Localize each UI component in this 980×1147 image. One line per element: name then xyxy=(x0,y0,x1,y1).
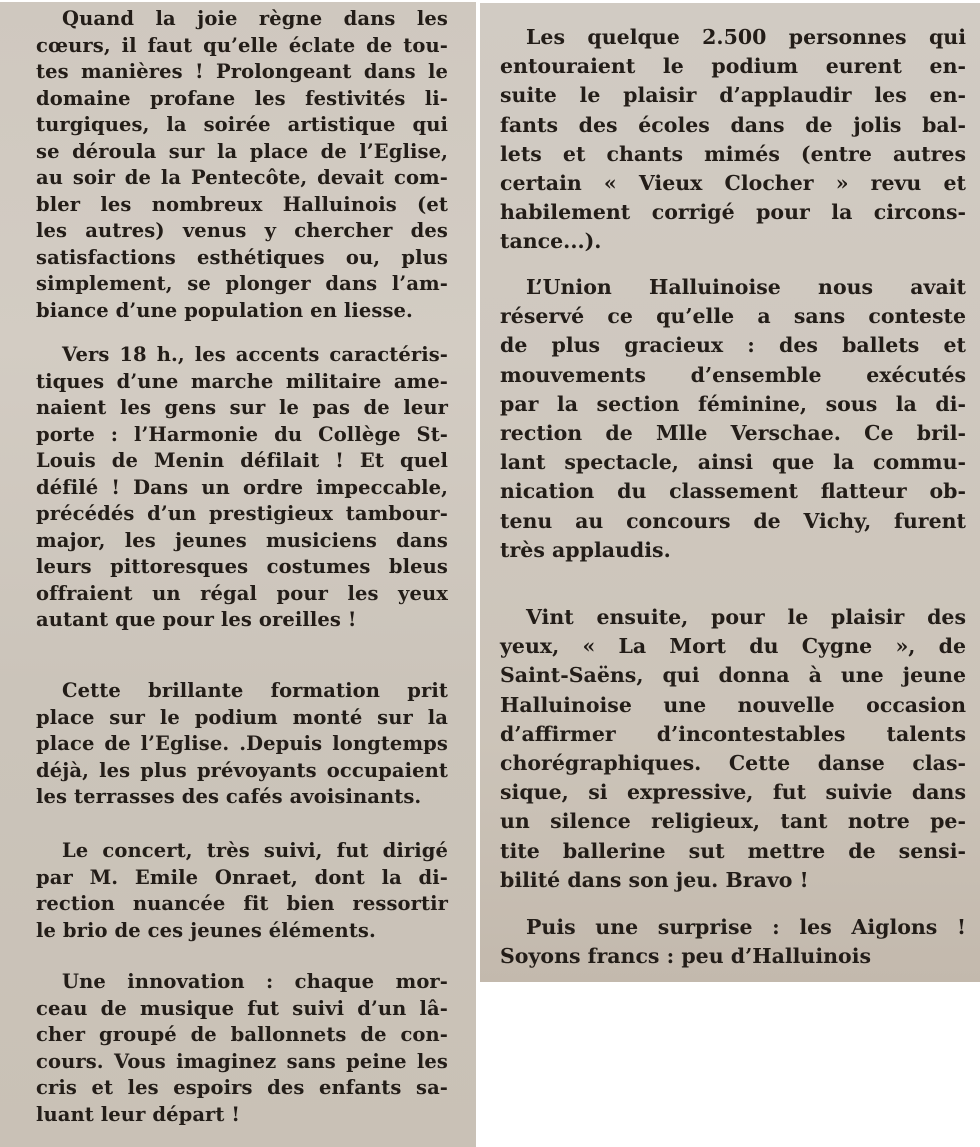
text-line: yeux, « La Mort du Cygne », de xyxy=(500,634,966,659)
text-line: lant spectacle, ainsi que la commu- xyxy=(500,450,966,475)
text-line: au soir de la Pentecôte, devait com- xyxy=(36,166,448,189)
text-line: naient les gens sur le pas de leur xyxy=(36,396,448,419)
text-line: ceau de musique fut suivi d’un lâ- xyxy=(36,996,448,1020)
text-line: cœurs, il faut qu’elle éclate de tou- xyxy=(36,33,448,57)
paragraph xyxy=(0,678,476,811)
paragraph xyxy=(480,603,980,895)
text-line: bler les nombreux Halluinois (et xyxy=(36,192,448,216)
text-line: Cette brillante formation prit xyxy=(62,679,448,702)
text-line: chorégraphiques. Cette danse clas- xyxy=(500,750,966,775)
text-line: cris et les espoirs des enfants sa- xyxy=(36,1076,448,1099)
paragraph xyxy=(0,838,476,944)
text-line: Halluinoise une nouvelle occasion xyxy=(500,692,966,717)
text-line: habilement corrigé pour la circons- xyxy=(500,200,966,225)
text-line: réservé ce qu’elle a sans conteste xyxy=(500,304,966,329)
text-line: les autres) venus y chercher des xyxy=(36,219,448,242)
text-line: tenu au concours de Vichy, furent xyxy=(500,508,966,533)
text-line: défilé ! Dans un ordre impeccable, xyxy=(36,475,448,499)
text-line: mouvements d’ensemble exécutés xyxy=(500,362,966,387)
text-line: tite ballerine sut mettre de sensi- xyxy=(500,838,966,863)
paragraph xyxy=(480,23,980,257)
paragraph xyxy=(480,273,980,565)
text-line: fants des écoles dans de jolis bal- xyxy=(500,112,966,137)
text-line: suite le plaisir d’applaudir les en- xyxy=(500,83,966,108)
text-line: lets et chants mimés (entre autres xyxy=(500,141,966,166)
text-line: se déroula sur la place de l’Eglise, xyxy=(36,139,448,163)
text-line: cher groupé de ballonnets de con- xyxy=(36,1023,448,1046)
text-line: Quand la joie règne dans les xyxy=(62,7,448,30)
text-line: de plus gracieux : des ballets et xyxy=(500,333,966,358)
text-line: Le concert, très suivi, fut dirigé xyxy=(62,839,448,862)
text-line: satisfactions esthétiques ou, plus xyxy=(36,245,448,269)
text-line: Puis une surprise : les Aiglons ! xyxy=(526,915,966,939)
text-line: autant que pour les oreilles ! xyxy=(36,608,357,631)
text-line: tes manières ! Prolongeant dans le xyxy=(36,60,448,83)
text-line: place sur le podium monté sur la xyxy=(36,705,448,729)
text-line: cours. Vous imaginez sans peine les xyxy=(36,1049,448,1073)
text-line: bilité dans son jeu. Bravo ! xyxy=(500,867,809,892)
text-line: rection de Mlle Verschae. Ce bril- xyxy=(500,420,966,445)
text-line: certain « Vieux Clocher » revu et xyxy=(500,170,966,195)
text-line: major, les jeunes musiciens dans xyxy=(36,528,448,552)
text-line: Vers 18 h., les accents caractéris- xyxy=(62,343,448,366)
text-line: biance d’une population en liesse. xyxy=(36,298,413,322)
newspaper-column-right xyxy=(480,3,980,982)
text-line: offraient un régal pour les yeux xyxy=(36,581,448,605)
text-line: tiques d’une marche militaire ame- xyxy=(36,369,448,393)
text-line: simplement, se plonger dans l’am- xyxy=(36,272,448,295)
text-line: Une innovation : chaque mor- xyxy=(62,970,448,993)
text-line: le brio de ces jeunes éléments. xyxy=(36,918,376,942)
text-line: Vint ensuite, pour le plaisir des xyxy=(526,605,966,629)
text-line: très applaudis. xyxy=(500,537,671,562)
text-line: entouraient le podium eurent en- xyxy=(500,54,966,79)
text-line: place de l’Eglise. .Depuis longtemps xyxy=(36,732,448,755)
text-line: porte : l’Harmonie du Collège St- xyxy=(36,422,448,446)
text-line: Les quelque 2.500 personnes qui xyxy=(526,25,966,49)
text-line: L’Union Halluinoise nous avait xyxy=(526,275,966,299)
text-line: par la section féminine, sous la di- xyxy=(500,391,966,416)
text-line: d’affirmer d’incontestables talents xyxy=(500,721,966,746)
text-line: sique, si expressive, fut suivie dans xyxy=(500,780,966,805)
text-line: déjà, les plus prévoyants occupaient xyxy=(36,758,448,782)
paragraph xyxy=(0,6,476,324)
text-line: luant leur départ ! xyxy=(36,1102,241,1126)
newspaper-column-left xyxy=(0,2,476,1147)
paragraph xyxy=(0,342,476,634)
text-line: Saint-Saëns, qui donna à une jeune xyxy=(500,663,966,688)
text-line: un silence religieux, tant notre pe- xyxy=(500,809,966,834)
text-line: turgiques, la soirée artistique qui xyxy=(36,113,448,136)
text-line: tance...). xyxy=(500,229,602,254)
text-line: rection nuancée fit bien ressortir xyxy=(36,892,448,915)
text-line: nication du classement flatteur ob- xyxy=(500,479,966,504)
text-line: Soyons francs : peu d’Halluinois xyxy=(500,944,872,969)
paragraph xyxy=(0,969,476,1128)
paragraph xyxy=(480,913,980,971)
text-line: domaine profane les festivités li- xyxy=(36,86,448,110)
text-line: Louis de Menin défilait ! Et quel xyxy=(36,449,448,472)
text-line: par M. Emile Onraet, dont la di- xyxy=(36,865,448,889)
text-line: précédés d’un prestigieux tambour- xyxy=(36,502,448,525)
text-line: leurs pittoresques costumes bleus xyxy=(36,555,448,578)
text-line: les terrasses des cafés avoisinants. xyxy=(36,785,422,808)
